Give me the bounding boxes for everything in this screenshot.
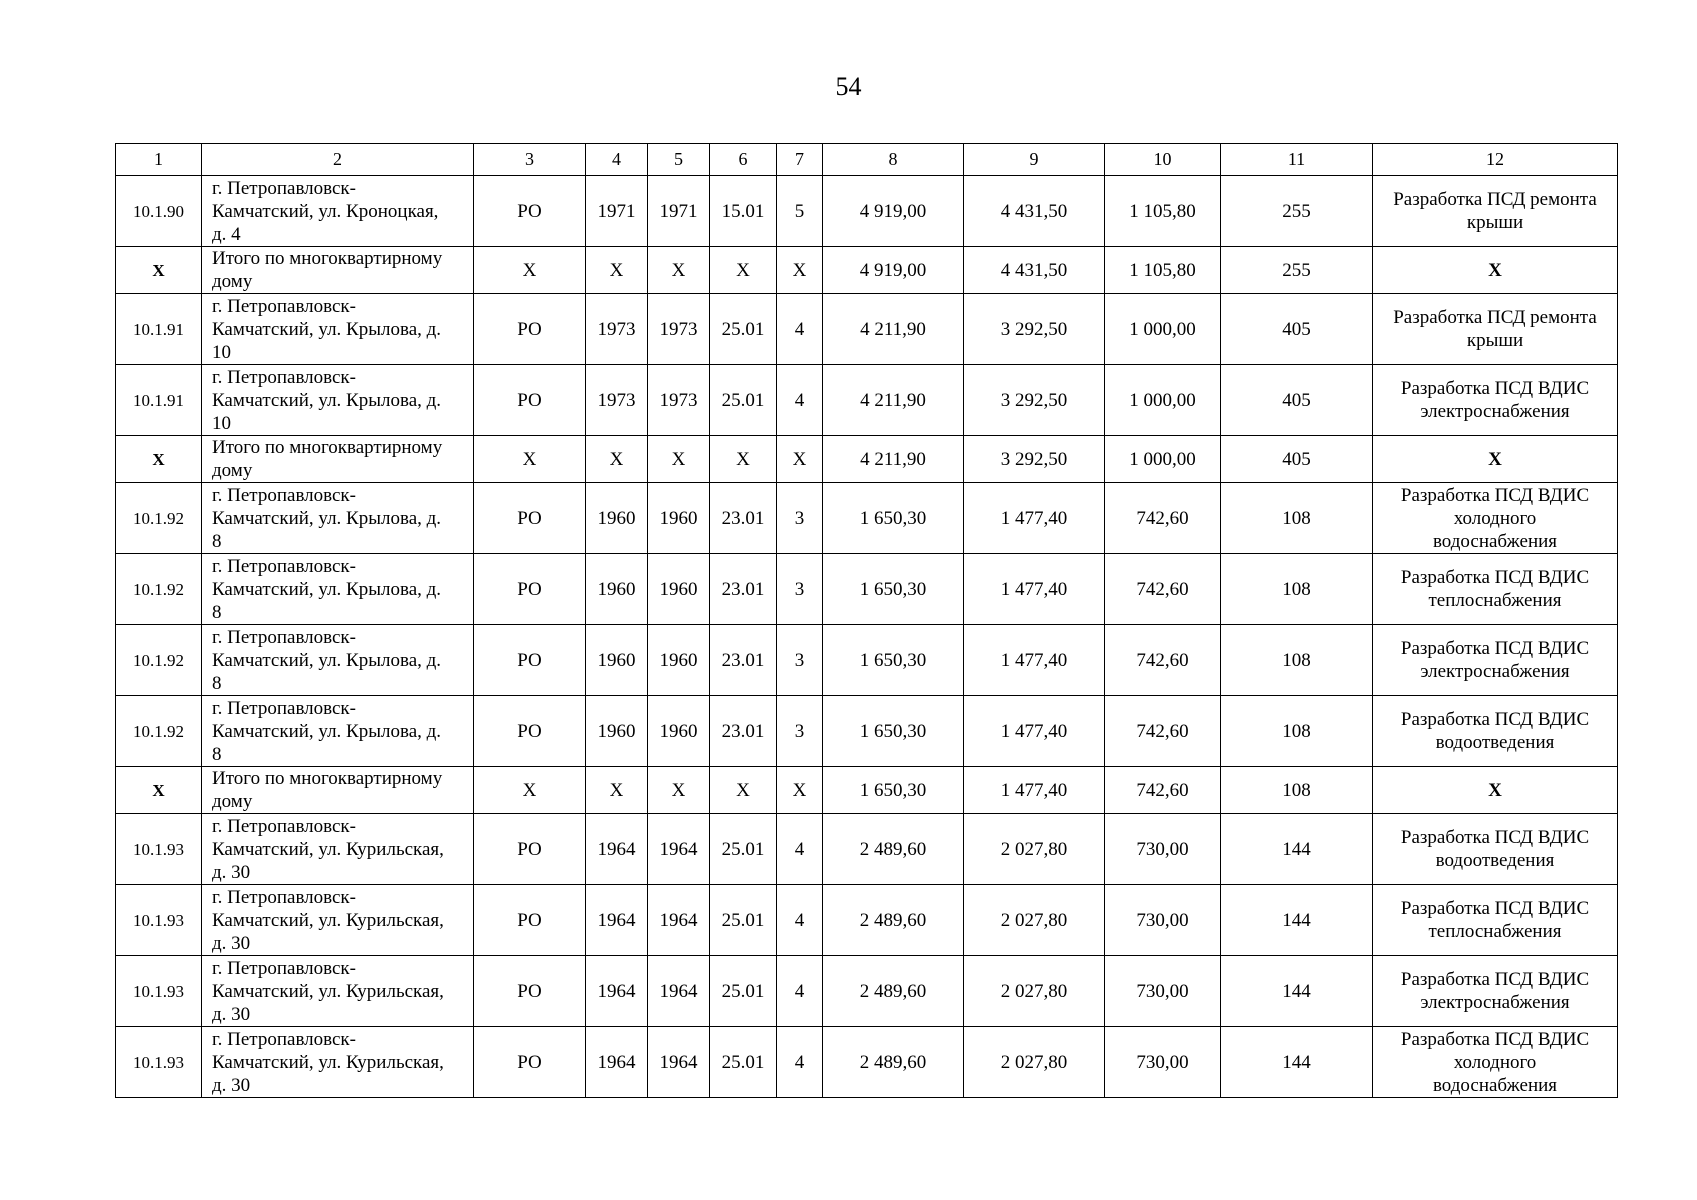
cell-line: Камчатский, ул. Крылова, д. [212,507,442,529]
cell-c10: 730,00 [1105,885,1221,956]
cell-line: г. Петропавловск- [212,555,356,577]
cell-c5: Х [648,436,710,483]
cell-c7: 3 [777,483,823,554]
cell-c1: 10.1.91 [116,294,202,365]
column-header: 11 [1221,144,1373,176]
cell-line: крыши [1466,212,1524,233]
cell-line: Разработка ПСД ВДИС [1400,1028,1590,1050]
cell-c2 [202,696,474,767]
cell-c2 [202,554,474,625]
cell-c11: 405 [1221,294,1373,365]
cell-line: г. Петропавловск- [212,626,356,648]
cell-c1: 10.1.93 [116,814,202,885]
cell-c7: 4 [777,1027,823,1098]
cell-c12 [1373,483,1618,554]
table-row [116,176,1618,247]
cell-c1: 10.1.93 [116,885,202,956]
cell-line: Камчатский, ул. Крылова, д. [212,720,442,742]
cell-c3: Х [474,247,586,294]
cell-c12 [1373,1027,1618,1098]
cell-c10: 742,60 [1105,696,1221,767]
column-header: 8 [823,144,964,176]
cell-c11: 108 [1221,696,1373,767]
cell-c4: 1964 [586,814,648,885]
cell-c7: 4 [777,885,823,956]
cell-c6: 25.01 [710,956,777,1027]
cell-line: Итого по многоквартирному [212,437,443,458]
column-header: 1 [116,144,202,176]
cell-c9: 2 027,80 [964,885,1105,956]
cell-line: дому [212,271,253,292]
column-header: 12 [1373,144,1618,176]
cell-c5: 1960 [648,554,710,625]
total-row [116,436,1618,483]
cell-line: Камчатский, ул. Кроноцкая, [212,200,439,222]
cell-c11: 108 [1221,767,1373,814]
cell-c4: 1964 [586,885,648,956]
cell-line: 10 [212,412,231,434]
cell-c11: 405 [1221,436,1373,483]
cell-c11: 108 [1221,483,1373,554]
cell-c2 [202,176,474,247]
cell-c4: 1960 [586,625,648,696]
cell-line: электроснабжения [1420,661,1570,682]
cell-c3: РО [474,176,586,247]
cell-line: Итого по многоквартирному [212,248,443,269]
cell-line: г. Петропавловск- [212,295,356,317]
cell-c7: Х [777,436,823,483]
cell-c12 [1373,625,1618,696]
cell-line: Итого по многоквартирному [212,768,443,789]
cell-c6: 25.01 [710,814,777,885]
cell-c9: 3 292,50 [964,436,1105,483]
cell-c3: Х [474,767,586,814]
cell-line: 8 [212,601,222,623]
cell-c5: 1973 [648,365,710,436]
cell-c12 [1373,885,1618,956]
cell-c7: 3 [777,625,823,696]
cell-c10: 1 000,00 [1105,294,1221,365]
cell-c5: Х [648,767,710,814]
cell-c12 [1373,554,1618,625]
cell-c3: РО [474,696,586,767]
cell-c8: 1 650,30 [823,767,964,814]
total-row [116,247,1618,294]
cell-c11: 144 [1221,1027,1373,1098]
cell-c3: РО [474,294,586,365]
cell-line: Разработка ПСД ВДИС [1400,898,1590,919]
cell-c12 [1373,814,1618,885]
cell-line: Камчатский, ул. Крылова, д. [212,318,442,340]
cell-line: д. 30 [212,932,251,954]
column-header: 5 [648,144,710,176]
table-row [116,1027,1618,1098]
cell-c5: 1964 [648,956,710,1027]
cell-c7: 4 [777,956,823,1027]
cell-c6: 23.01 [710,554,777,625]
cell-c6: 23.01 [710,483,777,554]
cell-c9: 4 431,50 [964,247,1105,294]
cell-c12 [1373,767,1618,814]
cell-line: г. Петропавловск- [212,366,356,388]
cell-line: г. Петропавловск- [212,484,356,506]
cell-c3: Х [474,436,586,483]
cell-c1: Х [116,247,202,294]
cell-line: водоснабжения [1432,530,1558,552]
total-row [116,767,1618,814]
cell-c5: 1964 [648,885,710,956]
cell-c7: Х [777,767,823,814]
column-header: 3 [474,144,586,176]
column-header: 10 [1105,144,1221,176]
cell-line: холодного [1453,1051,1537,1073]
cell-line: г. Петропавловск- [212,697,356,719]
cell-c6: Х [710,767,777,814]
cell-line: холодного [1453,507,1537,529]
cell-c4: 1971 [586,176,648,247]
cell-c5: 1964 [648,1027,710,1098]
cell-c7: 5 [777,176,823,247]
cell-c1: 10.1.93 [116,956,202,1027]
cell-c4: 1964 [586,956,648,1027]
cell-c5: 1960 [648,696,710,767]
cell-line: 8 [212,530,222,552]
cell-c6: 15.01 [710,176,777,247]
cell-c10: 742,60 [1105,554,1221,625]
column-header: 6 [710,144,777,176]
cell-c4: Х [586,767,648,814]
cell-line: Х [1488,779,1502,801]
cell-c1: Х [116,436,202,483]
cell-line: Х [1488,259,1502,281]
cell-c1: 10.1.91 [116,365,202,436]
table-row [116,365,1618,436]
cell-c8: 1 650,30 [823,554,964,625]
cell-line: г. Петропавловск- [212,957,356,979]
cell-line: Камчатский, ул. Курильская, [212,838,444,860]
cell-c1: 10.1.90 [116,176,202,247]
cell-c6: Х [710,247,777,294]
cell-c4: 1960 [586,696,648,767]
cell-line: д. 30 [212,861,251,883]
cell-c3: РО [474,625,586,696]
table-row [116,956,1618,1027]
cell-line: Камчатский, ул. Курильская, [212,909,444,931]
cell-c2 [202,956,474,1027]
cell-line: Камчатский, ул. Курильская, [212,1051,444,1073]
cell-c2 [202,885,474,956]
cell-line: 8 [212,672,222,694]
cell-c5: 1971 [648,176,710,247]
cell-c12 [1373,176,1618,247]
cell-c9: 1 477,40 [964,625,1105,696]
cell-line: 8 [212,743,222,765]
cell-c3: РО [474,1027,586,1098]
cell-c1: 10.1.92 [116,554,202,625]
table-row [116,625,1618,696]
cell-c3: РО [474,885,586,956]
cell-line: Разработка ПСД ремонта [1393,189,1597,210]
cell-c6: 23.01 [710,696,777,767]
cell-c3: РО [474,483,586,554]
cell-c4: Х [586,247,648,294]
cell-c10: 1 000,00 [1105,365,1221,436]
column-number-row [116,144,1618,176]
cell-line: г. Петропавловск- [212,886,356,908]
cell-c2 [202,436,474,483]
cell-c11: 405 [1221,365,1373,436]
cell-line: г. Петропавловск- [212,1028,356,1050]
cell-c5: Х [648,247,710,294]
cell-c10: 1 000,00 [1105,436,1221,483]
cell-c12 [1373,436,1618,483]
cell-line: Разработка ПСД ремонта [1393,307,1597,328]
cell-c10: 1 105,80 [1105,176,1221,247]
cell-c2 [202,483,474,554]
table-body [116,176,1618,1098]
cell-c4: 1960 [586,554,648,625]
column-header: 4 [586,144,648,176]
cell-line: дому [212,460,253,481]
cell-c11: 144 [1221,956,1373,1027]
cell-c9: 2 027,80 [964,1027,1105,1098]
cell-c9: 2 027,80 [964,814,1105,885]
cell-c9: 1 477,40 [964,483,1105,554]
cell-c3: РО [474,554,586,625]
cell-c9: 2 027,80 [964,956,1105,1027]
cell-c4: 1973 [586,365,648,436]
column-header: 9 [964,144,1105,176]
cell-line: д. 30 [212,1003,251,1025]
cell-c1: 10.1.92 [116,625,202,696]
cell-c4: Х [586,436,648,483]
cell-line: г. Петропавловск- [212,815,356,837]
cell-c1: 10.1.92 [116,483,202,554]
table-row [116,554,1618,625]
cell-c1: Х [116,767,202,814]
cell-c10: 742,60 [1105,625,1221,696]
cell-c10: 742,60 [1105,767,1221,814]
cell-line: Х [1488,448,1502,470]
cell-c2 [202,625,474,696]
cell-c9: 1 477,40 [964,767,1105,814]
table-row [116,696,1618,767]
cell-c8: 4 211,90 [823,294,964,365]
cell-line: Разработка ПСД ВДИС [1400,709,1590,730]
cell-c6: Х [710,436,777,483]
cell-c11: 255 [1221,176,1373,247]
cell-c12 [1373,956,1618,1027]
cell-c4: 1964 [586,1027,648,1098]
cell-c3: РО [474,365,586,436]
cell-c8: 2 489,60 [823,814,964,885]
cell-c1: 10.1.92 [116,696,202,767]
cell-c7: 3 [777,554,823,625]
cell-c1: 10.1.93 [116,1027,202,1098]
cell-line: Разработка ПСД ВДИС [1400,638,1590,659]
cell-c12 [1373,247,1618,294]
cell-c2 [202,365,474,436]
cell-c7: 3 [777,696,823,767]
cell-line: Разработка ПСД ВДИС [1400,827,1590,848]
cell-c12 [1373,365,1618,436]
cell-c8: 2 489,60 [823,885,964,956]
cell-c12 [1373,294,1618,365]
column-header: 2 [202,144,474,176]
page-number: 54 [835,72,862,101]
cell-c8: 4 211,90 [823,365,964,436]
cell-c3: РО [474,956,586,1027]
cell-c8: 4 919,00 [823,176,964,247]
table-row [116,294,1618,365]
cell-c10: 730,00 [1105,1027,1221,1098]
cell-line: Камчатский, ул. Крылова, д. [212,389,442,411]
cell-c8: 2 489,60 [823,1027,964,1098]
cell-c7: 4 [777,365,823,436]
cell-c9: 4 431,50 [964,176,1105,247]
cell-line: крыши [1466,330,1524,351]
cell-c6: 25.01 [710,365,777,436]
cell-line: Камчатский, ул. Крылова, д. [212,649,442,671]
cell-c7: 4 [777,814,823,885]
cell-c10: 730,00 [1105,814,1221,885]
cell-c9: 3 292,50 [964,365,1105,436]
cell-c8: 1 650,30 [823,483,964,554]
cell-c10: 1 105,80 [1105,247,1221,294]
cell-c8: 4 211,90 [823,436,964,483]
cell-line: г. Петропавловск- [212,177,356,199]
cell-c12 [1373,696,1618,767]
cell-c9: 3 292,50 [964,294,1105,365]
cell-line: Камчатский, ул. Курильская, [212,980,444,1002]
cell-c6: 25.01 [710,885,777,956]
cell-c7: 4 [777,294,823,365]
cell-line: дому [212,791,253,812]
cell-line: электроснабжения [1420,992,1570,1013]
cell-line: д. 30 [212,1074,251,1096]
cell-c10: 742,60 [1105,483,1221,554]
cell-line: электроснабжения [1420,401,1570,422]
cell-c5: 1960 [648,483,710,554]
cell-line: водоотведения [1435,850,1555,871]
cell-c7: Х [777,247,823,294]
cell-line: Разработка ПСД ВДИС [1400,484,1590,506]
cell-c2 [202,294,474,365]
cell-c11: 144 [1221,814,1373,885]
table-row [116,814,1618,885]
cell-c4: 1973 [586,294,648,365]
cell-c5: 1964 [648,814,710,885]
cell-c6: 25.01 [710,294,777,365]
cell-c8: 2 489,60 [823,956,964,1027]
cell-c5: 1973 [648,294,710,365]
cell-line: Разработка ПСД ВДИС [1400,567,1590,588]
cell-c8: 1 650,30 [823,625,964,696]
column-header: 7 [777,144,823,176]
table-row [116,885,1618,956]
cell-c11: 255 [1221,247,1373,294]
table-row [116,483,1618,554]
cell-c8: 1 650,30 [823,696,964,767]
cell-c11: 108 [1221,625,1373,696]
cell-line: Камчатский, ул. Крылова, д. [212,578,442,600]
cell-line: Разработка ПСД ВДИС [1400,969,1590,990]
cell-line: теплоснабжения [1428,590,1562,611]
cell-c10: 730,00 [1105,956,1221,1027]
cell-c4: 1960 [586,483,648,554]
cell-line: водоснабжения [1432,1074,1558,1096]
cell-line: Разработка ПСД ВДИС [1400,378,1590,399]
cell-line: теплоснабжения [1428,921,1562,942]
register-table [115,143,1618,1098]
cell-c9: 1 477,40 [964,696,1105,767]
cell-c11: 144 [1221,885,1373,956]
cell-c6: 23.01 [710,625,777,696]
cell-c6: 25.01 [710,1027,777,1098]
cell-c2 [202,1027,474,1098]
cell-c2 [202,814,474,885]
cell-c9: 1 477,40 [964,554,1105,625]
cell-line: 10 [212,341,231,363]
cell-c2 [202,247,474,294]
cell-c3: РО [474,814,586,885]
cell-line: водоотведения [1435,732,1555,753]
cell-c2 [202,767,474,814]
cell-c5: 1960 [648,625,710,696]
cell-c8: 4 919,00 [823,247,964,294]
cell-line: д. 4 [212,223,241,245]
cell-c11: 108 [1221,554,1373,625]
